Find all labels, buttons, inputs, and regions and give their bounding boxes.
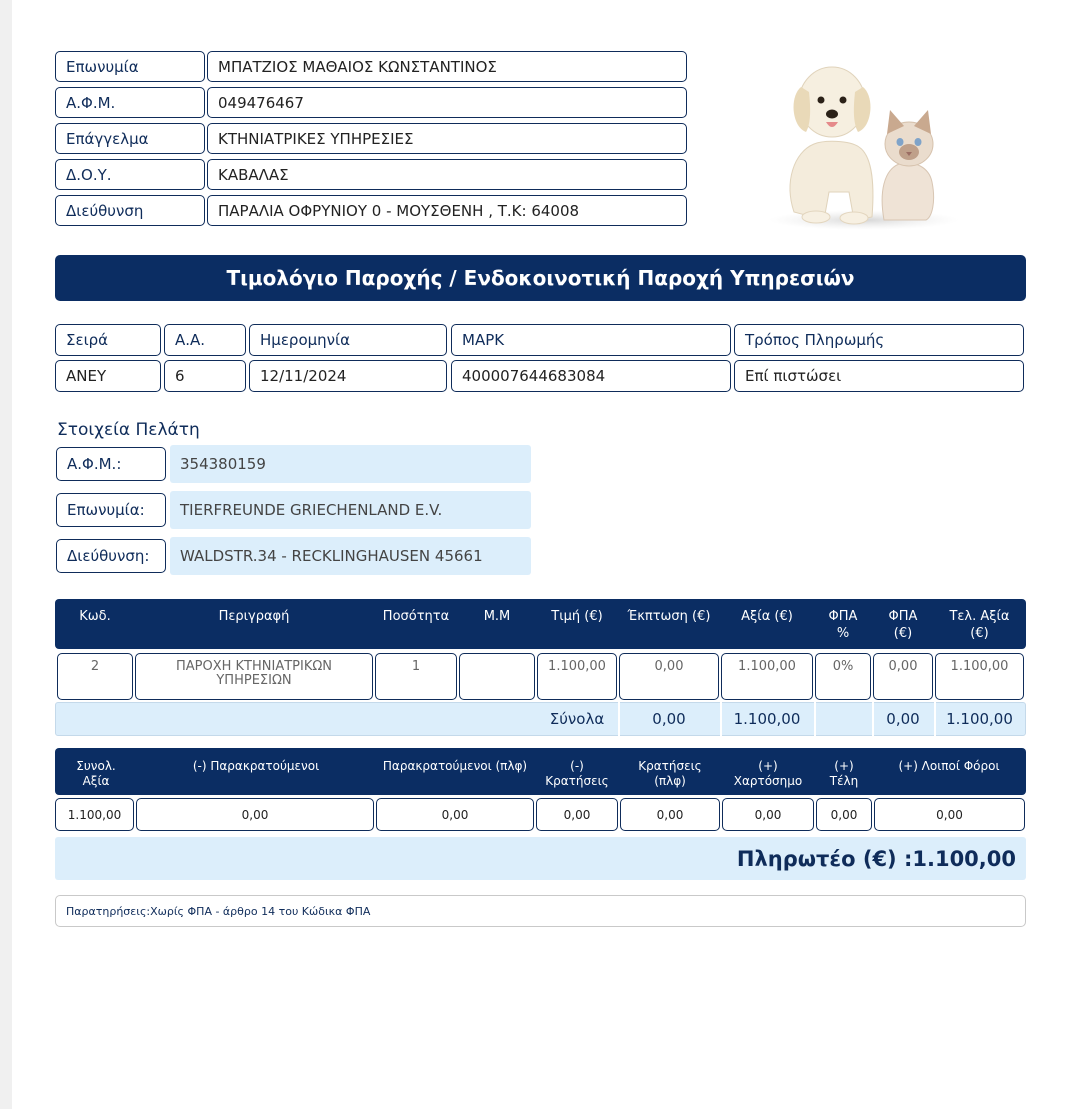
item-value: 1.100,00 <box>721 653 813 700</box>
item-code: 2 <box>57 653 133 700</box>
item-description <box>135 653 373 700</box>
totals-divider <box>814 702 816 736</box>
summary-header-deductions-1: (-) <box>570 759 584 773</box>
meta-header-date: Ημερομηνία <box>249 324 447 356</box>
item-final: 1.100,00 <box>935 653 1024 700</box>
issuer-label-address: Διεύθυνση <box>55 195 205 226</box>
items-header-final-1: Τελ. Αξία <box>949 609 1010 624</box>
summary-header-stamp-1: (+) <box>758 759 778 773</box>
issuer-value-doy: ΚΑΒΑΛΑΣ <box>207 159 687 190</box>
summary-header-total-1: Συνολ. <box>76 759 116 773</box>
customer-label-afm: Α.Φ.Μ.: <box>56 447 166 481</box>
summary-header-withheld-plf: Παρακρατούμενοι (πλφ) <box>382 759 528 773</box>
items-header-price: Τιμή (€) <box>551 609 603 624</box>
summary-withheld: 0,00 <box>136 798 374 831</box>
notes-box: Παρατηρήσεις:Χωρίς ΦΠΑ - άρθρο 14 του Κώδικα ΦΠΑ <box>55 895 1026 927</box>
item-unit <box>459 653 535 700</box>
issuer-label-profession: Επάγγελμα <box>55 123 205 154</box>
summary-header-deductions-plf-1: Κρατήσεις <box>638 759 702 773</box>
summary-stamp: 0,00 <box>722 798 814 831</box>
items-header-code: Κωδ. <box>79 609 111 624</box>
issuer-value-name: ΜΠΑΤΖΙΟΣ ΜΑΘΑΙΟΣ ΚΩΝΣΤΑΝΤΙΝΟΣ <box>207 51 687 82</box>
item-vat-pct: 0% <box>815 653 871 700</box>
summary-other-taxes: 0,00 <box>874 798 1025 831</box>
summary-deductions-plf: 0,00 <box>620 798 720 831</box>
item-description-line-1: ΠΑΡΟΧΗ ΚΤΗΝΙΑΤΡΙΚΩΝ <box>175 659 333 674</box>
summary-fees: 0,00 <box>816 798 872 831</box>
items-header-vat-2: (€) <box>893 626 913 641</box>
document-title: Τιμολόγιο Παροχής / Ενδοκοινοτική Παροχή Υπηρεσιών <box>55 255 1026 301</box>
summary-header-total-2: Αξία <box>82 774 110 788</box>
summary-header-deductions-plf-2: (πλφ) <box>654 774 686 788</box>
issuer-label-name: Επωνυμία <box>55 51 205 82</box>
summary-withheld-plf: 0,00 <box>376 798 534 831</box>
issuer-value-afm: 049476467 <box>207 87 687 118</box>
payable-bar <box>55 837 1026 880</box>
summary-header-deductions-2: Κρατήσεις <box>545 774 609 788</box>
items-header-quantity: Ποσότητα <box>382 609 450 624</box>
meta-value-aa: 6 <box>164 360 246 392</box>
item-discount: 0,00 <box>619 653 719 700</box>
item-vat: 0,00 <box>873 653 933 700</box>
customer-section-title: Στοιχεία Πελάτη <box>57 420 200 440</box>
items-header-final-2: (€) <box>970 626 989 641</box>
meta-value-date: 12/11/2024 <box>249 360 447 392</box>
issuer-value-address: ΠΑΡΑΛΙΑ ΟΦΡΥΝΙΟΥ 0 - ΜΟΥΣΘΕΝΗ , Τ.Κ: 64008 <box>207 195 687 226</box>
meta-header-payment: Τρόπος Πληρωμής <box>734 324 1024 356</box>
summary-deductions: 0,00 <box>536 798 618 831</box>
summary-header-fees-1: (+) <box>834 759 854 773</box>
items-header-vat-pct-2: % <box>836 626 850 641</box>
item-price: 1.100,00 <box>537 653 617 700</box>
items-header-unit: Μ.Μ <box>483 609 511 624</box>
issuer-label-doy: Δ.Ο.Υ. <box>55 159 205 190</box>
items-header-value: Αξία (€) <box>741 609 793 624</box>
items-table-header <box>55 599 1026 649</box>
meta-value-series: ΑΝΕΥ <box>55 360 161 392</box>
meta-header-mark: ΜΑΡΚ <box>451 324 731 356</box>
invoice-page <box>12 0 1065 1109</box>
meta-value-payment: Επί πιστώσει <box>734 360 1024 392</box>
summary-header-stamp-2: Χαρτόσημο <box>733 774 803 788</box>
summary-header-other-taxes: (+) Λοιποί Φόροι <box>898 759 1000 773</box>
puppy-kitten-logo <box>754 52 982 232</box>
meta-value-mark: 400007644683084 <box>451 360 731 392</box>
totals-value: 1.100,00 <box>733 710 801 728</box>
customer-label-name: Επωνυμία: <box>56 493 166 527</box>
items-header-vat-1: ΦΠΑ <box>888 609 918 624</box>
customer-value-afm: 354380159 <box>170 445 531 483</box>
items-header-discount: Έκπτωση (€) <box>627 609 711 624</box>
totals-vat: 0,00 <box>886 710 920 728</box>
issuer-value-profession: ΚΤΗΝΙΑΤΡΙΚΕΣ ΥΠΗΡΕΣΙΕΣ <box>207 123 687 154</box>
summary-total: 1.100,00 <box>55 798 134 831</box>
item-quantity: 1 <box>375 653 457 700</box>
meta-header-aa: Α.Α. <box>164 324 246 356</box>
totals-label: Σύνολα <box>549 710 605 728</box>
items-header-vat-pct-1: ΦΠΑ <box>828 609 858 624</box>
meta-header-series: Σειρά <box>55 324 161 356</box>
issuer-label-afm: Α.Φ.Μ. <box>55 87 205 118</box>
item-description-line-2: ΥΠΗΡΕΣΙΩΝ <box>216 673 292 688</box>
customer-value-address: WALDSTR.34 - RECKLINGHAUSEN 45661 <box>170 537 531 575</box>
items-header-description: Περιγραφή <box>218 609 290 624</box>
summary-header-fees-2: Τέλη <box>829 774 859 788</box>
totals-final: 1.100,00 <box>946 710 1013 728</box>
summary-header-withheld: (-) Παρακρατούμενοι <box>192 759 320 773</box>
customer-value-name: TIERFREUNDE GRIECHENLAND E.V. <box>170 491 531 529</box>
totals-discount: 0,00 <box>652 710 686 728</box>
customer-label-address: Διεύθυνση: <box>56 539 166 573</box>
payable-amount: Πληρωτέο (€) :1.100,00 <box>736 846 1016 871</box>
